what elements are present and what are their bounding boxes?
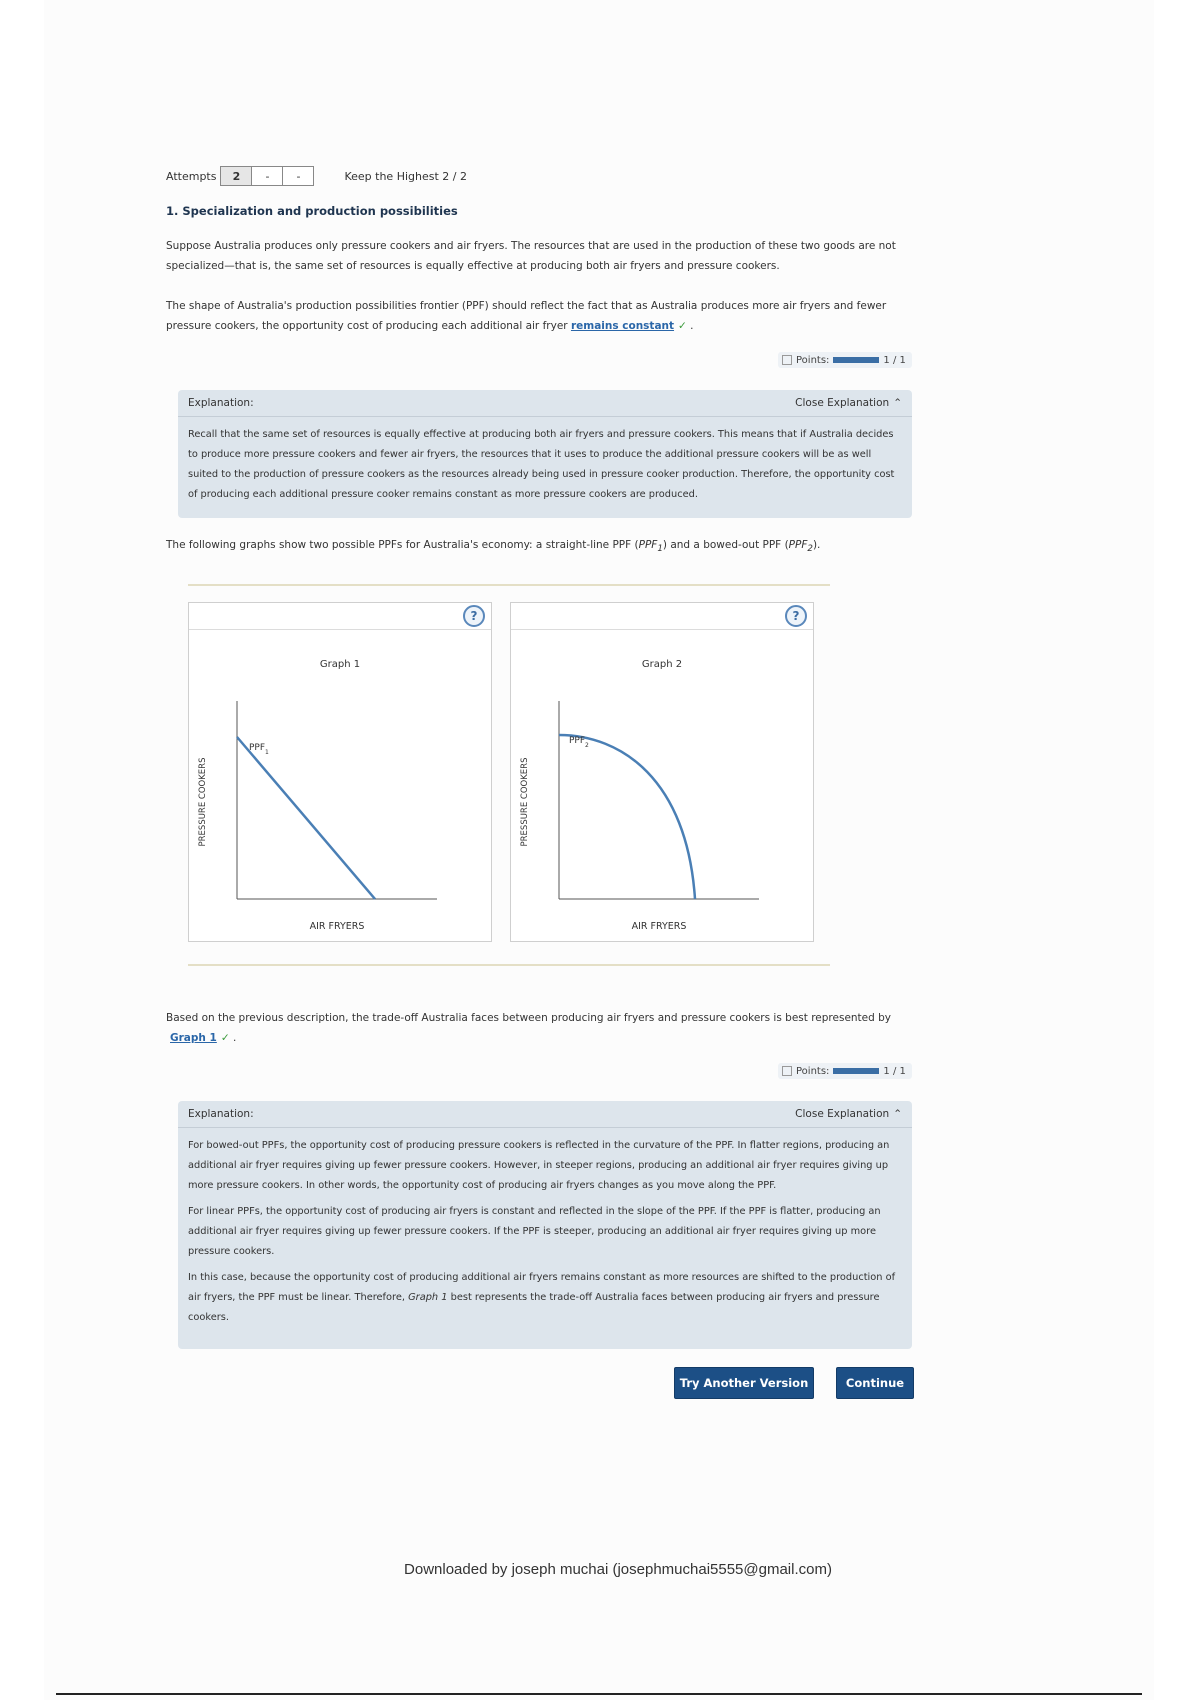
check-icon: ✓ xyxy=(220,1032,230,1044)
graphs-intro xyxy=(166,535,922,559)
attempts-row xyxy=(166,166,467,186)
ppf2-sub: 2 xyxy=(807,544,813,555)
points-meter-fill xyxy=(833,1068,879,1074)
question-1-text: The shape of Australia's production possibilities frontier (PPF) should reflect the fact that as Australia produces more air fryers and fewer pressure cookers, the opportunity cost of producing each additional air fryer remains constant ✓ . xyxy=(166,300,887,332)
x-axis-label: AIR FRYERS xyxy=(631,921,687,932)
continue-button[interactable]: Continue xyxy=(836,1367,914,1399)
graph-title: Graph 2 xyxy=(641,659,683,670)
close-explanation-label: Close Explanation xyxy=(795,1108,890,1120)
close-explanation-button[interactable] xyxy=(795,1108,902,1120)
explanation-p3-end: best represents the trade-off Australia faces between producing air fryers and pressure cookers. xyxy=(188,1292,880,1323)
question-1-answer-dropdown[interactable]: remains constant xyxy=(570,320,675,332)
points-indicator-2 xyxy=(778,1063,912,1079)
explanation-paragraph-3 xyxy=(188,1268,902,1328)
question-2-text: Based on the previous description, the trade-off Australia faces between producing air fryers and pressure cookers is best represented by Graph 1 ✓ . xyxy=(166,1012,892,1044)
download-footer: Downloaded by joseph muchai (josephmuchai5555@gmail.com) xyxy=(404,1561,832,1578)
explanation-p3-start: In this case, because the opportunity cost of producing additional air fryers remains constant as more resources are shifted to the production of air fryers, the PPF must be linear. Therefore, xyxy=(188,1272,896,1303)
explanation-text: Recall that the same set of resources is equally effective at producing both air fryers and pressure cookers. This means that if Australia decides to produce more pressure cookers and fewer air fryers, the resources that it uses to produce the additional pressure cookers will be as well suited to the production of pressure cookers as the resources already being used in pressure cooker production. Therefore, the opportunity cost of producing each additional pressure cooker remains constant as more pressure cookers are produced. xyxy=(188,429,895,500)
divider-bottom xyxy=(188,964,830,966)
explanation-panel-2 xyxy=(178,1101,912,1349)
page-bottom-rule xyxy=(56,1693,1142,1695)
attempt-box-3[interactable]: - xyxy=(283,166,314,186)
points-label: Points: xyxy=(796,1065,830,1077)
close-explanation-button[interactable] xyxy=(795,397,902,409)
attempt-box-1[interactable]: 2 xyxy=(220,166,252,186)
help-icon[interactable]: ? xyxy=(785,605,807,627)
ppf2-label: PPF xyxy=(788,539,808,551)
graph-1-plot xyxy=(189,629,491,941)
try-another-version-button[interactable]: Try Another Version xyxy=(674,1367,814,1399)
divider-top xyxy=(188,584,830,586)
explanation-p3-emphasis: Graph 1 xyxy=(408,1292,448,1303)
ppf1-sub: 1 xyxy=(657,544,663,555)
graph-panel-2 xyxy=(510,602,814,942)
points-indicator-1 xyxy=(778,352,912,368)
explanation-heading: Explanation: xyxy=(188,1108,254,1120)
points-label: Points: xyxy=(796,354,830,366)
graph-2-plot xyxy=(511,629,813,941)
check-icon: ✓ xyxy=(678,320,687,332)
graphs-intro-part-a: The following graphs show two possible PPFs for Australia's economy: a straight-line PPF ( xyxy=(166,539,639,551)
chevron-up-icon: ⌃ xyxy=(893,397,902,409)
x-axis-label: AIR FRYERS xyxy=(309,921,365,932)
question-2-answer-dropdown[interactable]: Graph 1 xyxy=(170,1032,217,1044)
points-icon xyxy=(782,355,792,365)
explanation-heading: Explanation: xyxy=(188,397,254,409)
question-2-stem: Based on the previous description, the trade-off Australia faces between producing air fryers and pressure cookers is best represented by xyxy=(166,1012,892,1024)
points-value: 1 / 1 xyxy=(883,1065,906,1077)
points-meter-fill xyxy=(833,357,879,363)
explanation-paragraph-1: For bowed-out PPFs, the opportunity cost of producing pressure cookers is reflected in the curvature of the PPF. In flatter regions, producing an additional air fryer requires giving up fewer pressure cookers. However, in steeper regions, producing an additional air fryer requires giving up more pressure cookers. In other words, the opportunity cost of producing air fryers changes as you move along the PPF. xyxy=(188,1140,890,1191)
explanation-panel-1 xyxy=(178,390,912,518)
question-1-stem: The shape of Australia's production possibilities frontier (PPF) should reflect the fact that as Australia produces more air fryers and fewer pressure cookers, the opportunity cost of producing each additional air fryer xyxy=(166,300,887,332)
graphs-intro-part-c: ). xyxy=(812,539,821,551)
curve-label: $PPF_1$ xyxy=(249,743,269,756)
points-meter xyxy=(833,357,879,363)
question-intro: Suppose Australia produces only pressure cookers and air fryers. The resources that are used in the production of these two goods are not specialized—that is, the same set of resources is equally effective at producing both air fryers and pressure cookers. xyxy=(166,240,896,272)
points-icon xyxy=(782,1066,792,1076)
graph-panel-1 xyxy=(188,602,492,942)
ppf-line[interactable] xyxy=(237,737,375,899)
points-meter xyxy=(833,1068,879,1074)
keep-highest-label: Keep the Highest 2 / 2 xyxy=(344,169,467,183)
y-axis-label: PRESSURE COOKERS xyxy=(520,757,530,847)
attempts-label: Attempts xyxy=(166,169,217,183)
help-icon[interactable]: ? xyxy=(463,605,485,627)
graphs-intro-part-b: ) and a bowed-out PPF ( xyxy=(662,539,789,551)
chevron-up-icon: ⌃ xyxy=(893,1108,902,1120)
attempt-box-2[interactable]: - xyxy=(252,166,283,186)
y-axis-label: PRESSURE COOKERS xyxy=(198,757,208,847)
curve-label: $PPF_2$ xyxy=(569,736,589,749)
explanation-paragraph-2: For linear PPFs, the opportunity cost of producing air fryers is constant and reflected in the slope of the PPF. If the PPF is flatter, producing an additional air fryer requires giving up fewer pressure cookers. If the PPF is steeper, producing an additional air fryer requires giving up more pressure cookers. xyxy=(188,1206,881,1257)
graph-title: Graph 1 xyxy=(319,659,361,670)
close-explanation-label: Close Explanation xyxy=(795,397,890,409)
points-value: 1 / 1 xyxy=(883,354,906,366)
ppf1-label: PPF xyxy=(638,539,658,551)
graph-panel-header xyxy=(189,603,491,630)
graph-panel-header xyxy=(511,603,813,630)
question-title: 1. Specialization and production possibilities xyxy=(166,204,458,218)
ppf-curve[interactable] xyxy=(559,735,695,899)
